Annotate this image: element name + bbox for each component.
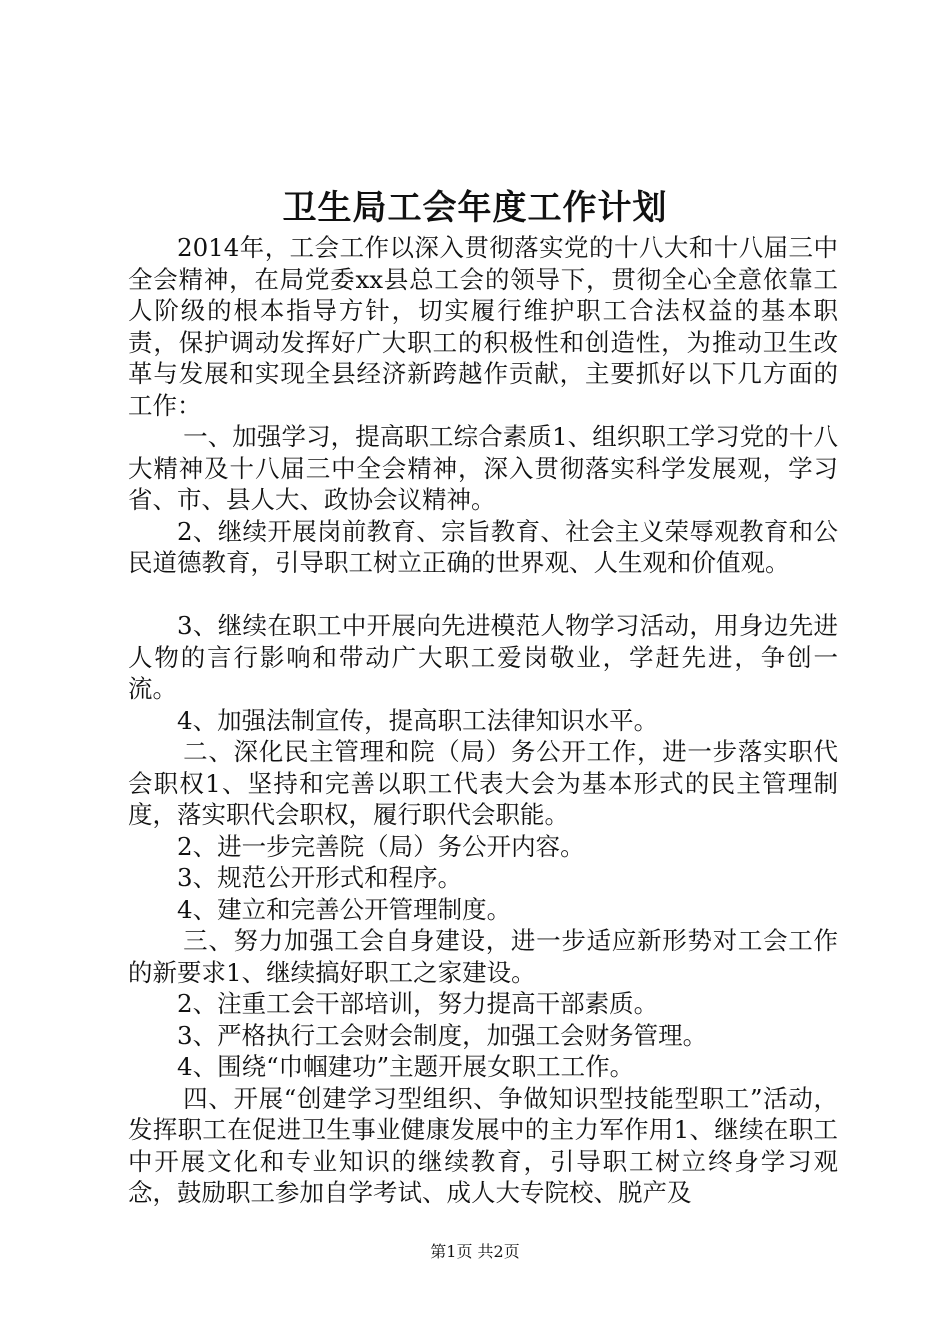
document-body [128,232,838,1209]
section-3-item-4: 4、围绕“巾帼建功”主题开展女职工工作。 [177,1052,635,1081]
section-2-heading-paragraph: 二、深化民主管理和院（局）务公开工作，进一步落实职代会职权1、坚持和完善以职工代表大会为基本形式的民主管理制度，落实职代会职权，履行职代会职能。 [128,737,838,829]
section-1-heading-paragraph: 一、加强学习，提高职工综合素质1、组织职工学习党的十八大精神及十八届三中全会精神，深入贯彻落实科学发展观，学习省、市、县人大、政协会议精神。 [128,422,838,514]
section-1-item-4: 4、加强法制宣传，提高职工法律知识水平。 [177,705,659,735]
intro-paragraph: 2014年，工会工作以深入贯彻落实党的十八大和十八届三中全会精神，在局党委xx县总工会的领导下，贯彻全心全意依靠工人阶级的根本指导方针，切实履行维护职工合法权益的基本职责，保护调动发挥好广大职工的积极性和创造性，为推动卫生改革与发展和实现全县经济新跨越作贡献，主要抓好以下几方面的工作： [128,233,838,420]
section-3-heading-paragraph: 三、努力加强工会自身建设，进一步适应新形势对工会工作的新要求1、继续搞好职工之家建设。 [128,926,838,987]
section-4-heading-paragraph: 四、开展“创建学习型组织、争做知识型技能型职工”活动，发挥职工在促进卫生事业健康发展中的主力军作用1、继续在职工中开展文化和专业知识的继续教育，引导职工树立终身学习观念，鼓励职工参加自学考试、成人大专院校、脱产及 [128,1083,838,1207]
section-1-item-2: 2、继续开展岗前教育、宗旨教育、社会主义荣辱观教育和公民道德教育，引导职工树立正确的世界观、人生观和价值观。 [128,516,838,577]
blank-line [128,579,838,611]
document-title: 卫生局工会年度工作计划 [282,188,668,228]
page-footer: 第1页 共2页 [430,1242,520,1261]
section-1-item-3: 3、继续在职工中开展向先进模范人物学习活动，用身边先进人物的言行影响和带动广大职工爱岗敬业，学赶先进，争创一流。 [128,611,838,703]
section-3-item-3: 3、严格执行工会财会制度，加强工会财务管理。 [177,1020,708,1050]
section-3-item-2: 2、注重工会干部培训，努力提高干部素质。 [177,989,659,1018]
section-2-item-4: 4、建立和完善公开管理制度。 [177,894,512,924]
section-2-item-2: 2、进一步完善院（局）务公开内容。 [177,831,585,861]
section-2-item-3: 3、规范公开形式和程序。 [177,863,463,892]
